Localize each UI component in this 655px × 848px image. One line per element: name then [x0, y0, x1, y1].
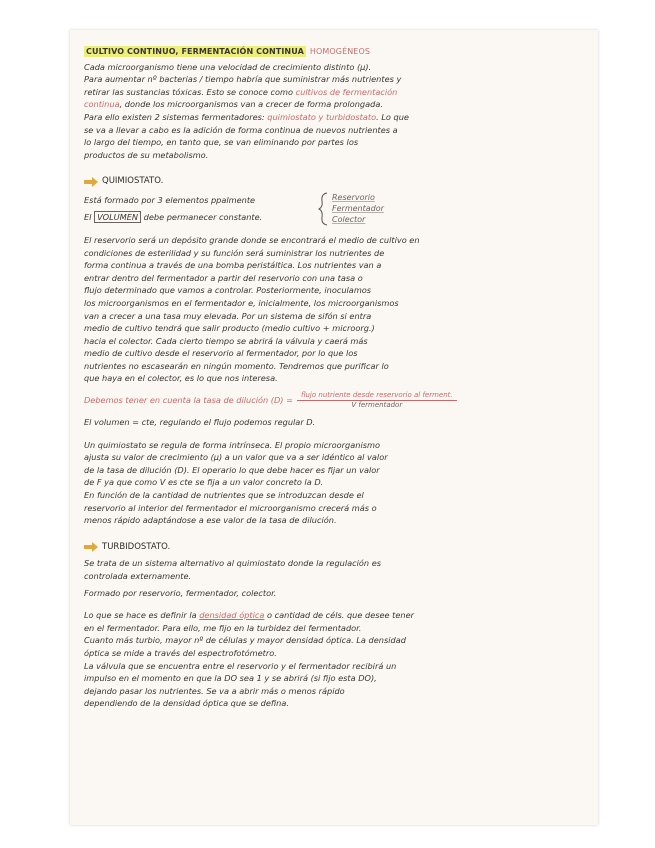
section-title: TURBIDOSTATO.	[102, 541, 171, 552]
reservorio-paragraph	[84, 234, 584, 385]
body-line: Formado por reservorio, fermentador, colector.	[84, 587, 277, 598]
body-line: forma continua a través de una bomba peristáltica. Los nutrientes van a	[84, 260, 382, 271]
components-list	[332, 192, 384, 225]
body-text: o cantidad de céls. que desee tener	[264, 610, 415, 621]
volume-boxed: VOLUMEN	[94, 211, 141, 223]
body-line	[84, 609, 584, 622]
body-line: medio de cultivo desde el reservorio al fermentador, por lo que los	[84, 348, 358, 359]
body-line: flujo determinado que vamos a controlar. Posteriormente, inoculamos	[84, 285, 372, 296]
intro-line: lo largo del tiempo, en tanto que, se van eliminando por partes los	[84, 137, 359, 148]
intro-text: Para ello existen 2 sistemas fermentadores:	[84, 111, 268, 122]
highlight-term: densidad óptica	[199, 610, 265, 621]
dilution-fraction	[297, 391, 457, 410]
body-line: condiciones de esterilidad y su función será suministrar los nutrientes de	[84, 247, 385, 258]
body-line: Un quimiostato se regula de forma intrínseca. El propio microorganismo	[84, 439, 380, 450]
body-line: controlada externamente.	[84, 571, 192, 581]
notebook-page	[70, 30, 598, 825]
body-line: El reservorio será un depósito grande donde se encontrará el medio de cultivo en	[84, 234, 420, 245]
body-line: nutrientes no escasearán en ningún momento. Tendremos que purificar lo	[84, 360, 389, 371]
body-line: ajusta su valor de crecimiento (μ) a un valor que va a ser idéntico al valor	[84, 452, 388, 463]
component-item: Fermentador	[332, 204, 384, 214]
volume-line	[84, 211, 314, 224]
body-text: Lo que se hace es definir la	[84, 610, 200, 621]
intro-line	[84, 111, 584, 124]
body-line: Se trata de un sistema alternativo al quimiostato donde la regulación es	[84, 558, 382, 569]
intro-text: , donde los microorganismos van a crecer de forma prolongada.	[119, 99, 383, 110]
highlight-term: continua	[84, 99, 120, 110]
section-heading-turbidostato	[84, 541, 584, 554]
body-line: Cuanto más turbio, mayor nº de células y mayor densidad óptica. La densidad	[84, 635, 406, 646]
page-title	[84, 46, 584, 59]
body-line: reservorio al interior del fermentador el microorganismo crecerá más o	[84, 502, 377, 513]
body-line: entrar dentro del fermentador a partir del reservorio con una tasa o	[84, 272, 363, 283]
intro-text: . Lo que	[376, 111, 409, 122]
fraction-numerator: flujo nutriente desde reservorio al ferment.	[297, 391, 457, 401]
left-brace-icon	[318, 192, 328, 226]
intro-paragraph	[84, 61, 584, 162]
components-line: Está formado por 3 elementos ppalmente	[84, 195, 256, 206]
body-line: de F ya que como V es cte se fija a un valor concreto la D.	[84, 477, 324, 488]
section-heading-quimiostato	[84, 175, 584, 188]
intro-line: se va a llevar a cabo es la adición de forma continua de nuevos nutrientes a	[84, 124, 398, 135]
body-line: hacia el colector. Cada cierto tiempo se abrirá la válvula y caerá más	[84, 335, 368, 346]
intro-line	[84, 86, 584, 99]
intro-text: retirar las sustancias tóxicas. Esto se conoce como	[84, 86, 296, 97]
volume-constant-line: El volumen = cte, regulando el flujo podemos regular D.	[84, 417, 316, 428]
title-subtitle: HOMOGÉNEOS	[309, 47, 371, 56]
highlight-term: cultivos de fermentación	[295, 86, 398, 97]
title-highlight: CULTIVO CONTINUO, FERMENTACIÓN CONTINUA	[86, 47, 304, 56]
arrow-right-icon	[84, 177, 98, 187]
component-item: Colector	[332, 215, 366, 225]
body-line: van a crecer a una tasa muy elevada. Por un sistema de sifón si entra	[84, 310, 372, 321]
intro-line: productos de su metabolismo.	[84, 149, 209, 160]
components-description	[84, 194, 314, 223]
body-line: menos rápido adaptándose a ese valor de la tasa de dilución.	[84, 515, 337, 526]
body-line: dejando pasar los nutrientes. Se va a abrir más o menos rápido	[84, 685, 345, 696]
body-line: óptica se mide a través del espectrofotómetro.	[84, 647, 277, 658]
regulation-paragraph	[84, 439, 584, 527]
body-line: los microorganismos en el fermentador e, inicialmente, los microorganismos	[84, 297, 399, 308]
body-line: impulso en el momento en que la DO sea 1 y se abrirá (si fijo esta DO),	[84, 673, 377, 684]
intro-line	[84, 98, 584, 111]
component-item: Reservorio	[332, 193, 375, 203]
body-line: En función de la cantidad de nutrientes que se introduzcan desde el	[84, 490, 364, 501]
body-line: que haya en el colector, es lo que nos interesa.	[84, 373, 278, 384]
dilution-formula	[84, 391, 584, 410]
page-content	[84, 46, 584, 710]
turbidostato-paragraph	[84, 609, 584, 710]
body-line: La válvula que se encuentra entre el reservorio y el fermentador recibirá un	[84, 660, 397, 671]
intro-line: Cada microorganismo tiene una velocidad de crecimiento distinto (μ).	[84, 61, 372, 72]
body-line: en el fermentador. Para ello, me fijo en la turbidez del fermentador.	[84, 622, 362, 633]
intro-line: Para aumentar nº bacterias / tiempo habría que suministrar más nutrientes y	[84, 74, 402, 85]
arrow-right-icon	[84, 542, 98, 552]
turbidostato-intro	[84, 557, 584, 599]
fraction-denominator: V fermentador	[351, 401, 403, 410]
volume-text: El	[84, 211, 95, 222]
body-line: de la tasa de dilución (D). El operario lo que debe hacer es fijar un valor	[84, 464, 380, 475]
highlight-term: quimiostato y turbidostato	[267, 111, 377, 122]
body-line: medio de cultivo tendrá que salir producto (medio cultivo + microorg.)	[84, 323, 375, 334]
volume-text: debe permanecer constante.	[141, 211, 263, 222]
components-row	[84, 190, 584, 228]
section-title: QUIMIOSTATO.	[102, 176, 164, 187]
body-line: dependiendo de la densidad óptica que se defina.	[84, 698, 289, 709]
dilution-text: Debemos tener en cuenta la tasa de dilución (D) =	[84, 395, 293, 406]
